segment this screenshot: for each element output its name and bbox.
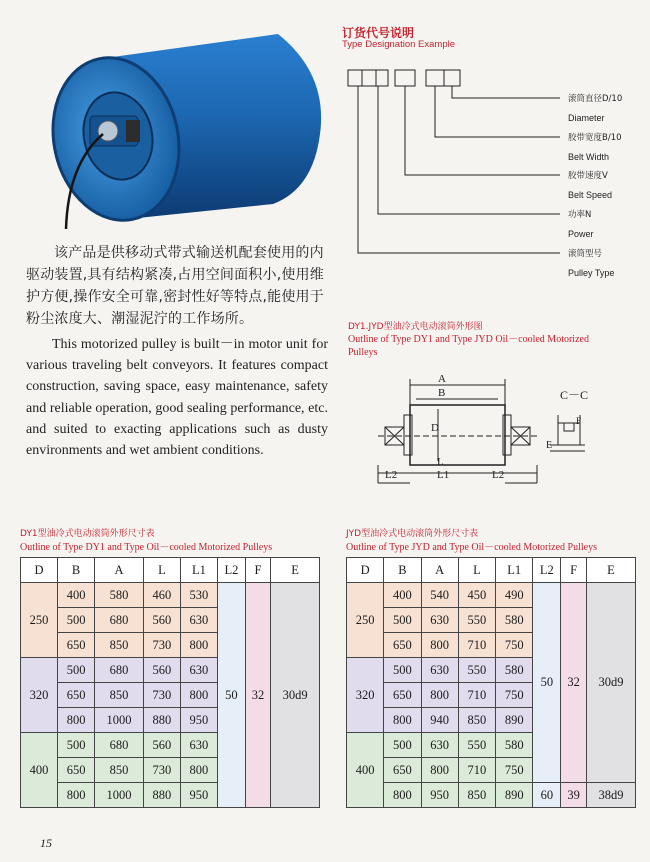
col-header-l1: L1: [496, 558, 533, 583]
cell-value: 630: [421, 658, 458, 683]
dim-f: F: [576, 416, 582, 426]
cell-d: 250: [21, 583, 58, 658]
cell-value: 550: [458, 733, 495, 758]
cell-value: 580: [496, 658, 533, 683]
designation-label-diameter-cn: 滚筒直径D/10: [568, 94, 623, 104]
cell-value: 800: [384, 708, 421, 733]
cell-f: 32: [561, 583, 586, 783]
designation-label-pulley-type-en: Pulley Type: [568, 268, 615, 278]
col-header-d: D: [347, 558, 384, 583]
cell-value: 560: [143, 733, 180, 758]
cell-value: 850: [95, 683, 144, 708]
cell-value: 580: [496, 733, 533, 758]
cell-value: 650: [384, 633, 421, 658]
cell-value: 580: [496, 608, 533, 633]
designation-label-power-en: Power: [568, 229, 594, 239]
cell-value: 950: [180, 783, 217, 808]
col-header-e: E: [271, 558, 320, 583]
cell-value: 630: [180, 608, 217, 633]
cell-d: 320: [347, 658, 384, 733]
designation-label-belt-speed-cn: 胶带速度V: [568, 171, 608, 181]
designation-label-diameter-en: Diameter: [568, 113, 605, 123]
cell-value: 800: [180, 633, 217, 658]
description-cn: 该产品是供移动式带式输送机配套使用的内驱动装置,具有结构紧凑,占用空间面积小,使用维护方便,操作安全可靠,密封性好等特点,能使用于粉尘浓度大、潮湿泥泞的工作场所。: [26, 245, 324, 327]
cell-value: 800: [180, 683, 217, 708]
dim-l2-left: L2: [385, 469, 398, 481]
cell-value: 650: [58, 758, 95, 783]
designation-label-belt-width-cn: 胶带宽度B/10: [568, 133, 622, 143]
cell-value: 630: [421, 608, 458, 633]
cell-l2: 60: [533, 783, 561, 808]
cell-value: 750: [496, 633, 533, 658]
header-row: [21, 558, 320, 583]
cell-value: 630: [180, 733, 217, 758]
cell-value: 730: [143, 633, 180, 658]
cell-value: 800: [384, 783, 421, 808]
cell-value: 530: [180, 583, 217, 608]
cell-value: 500: [384, 733, 421, 758]
cell-value: 450: [458, 583, 495, 608]
cell-value: 940: [421, 708, 458, 733]
cell-value: 850: [458, 783, 495, 808]
cell-value: 750: [496, 758, 533, 783]
cell-value: 500: [58, 733, 95, 758]
cell-value: 400: [58, 583, 95, 608]
page-number: 15: [40, 836, 52, 850]
section-label: C－C: [560, 388, 589, 402]
col-header-l: L: [458, 558, 495, 583]
cell-value: 650: [58, 683, 95, 708]
cell-l2: 50: [217, 583, 245, 808]
designation-label-belt-speed-en: Belt Speed: [568, 190, 613, 200]
dim-l1: L1: [437, 469, 450, 481]
cell-l2: 50: [533, 583, 561, 783]
dim-l2-right: L2: [492, 469, 505, 481]
table-jyd-title-en: Outline of Type JYD and Type Oil－cooled Motorized Pulleys: [346, 542, 597, 553]
cell-value: 1000: [95, 783, 144, 808]
cell-d: 400: [347, 733, 384, 808]
cell-value: 800: [180, 758, 217, 783]
designation-diagram: [340, 60, 570, 280]
cell-value: 500: [58, 658, 95, 683]
table-dy1: [20, 557, 320, 808]
dim-d: D: [431, 422, 439, 434]
cell-value: 500: [384, 608, 421, 633]
cell-value: 890: [496, 708, 533, 733]
table-row: [21, 583, 320, 608]
cell-value: 850: [95, 633, 144, 658]
cell-value: 560: [143, 608, 180, 633]
cell-value: 850: [95, 758, 144, 783]
dim-a: A: [438, 373, 446, 385]
table-row: [347, 783, 636, 808]
cell-value: 880: [143, 708, 180, 733]
cell-value: 800: [421, 633, 458, 658]
cell-d: 400: [21, 733, 58, 808]
cell-value: 950: [180, 708, 217, 733]
cell-f: 39: [561, 783, 586, 808]
table-jyd-title-cn: JYD型油冷式电动滚筒外形尺寸表: [346, 529, 479, 539]
dim-e: E: [546, 440, 553, 451]
cell-value: 650: [384, 683, 421, 708]
cell-value: 950: [421, 783, 458, 808]
cell-value: 730: [143, 758, 180, 783]
cell-value: 800: [421, 683, 458, 708]
cell-value: 750: [496, 683, 533, 708]
col-header-f: F: [245, 558, 270, 583]
col-header-b: B: [384, 558, 421, 583]
cell-value: 550: [458, 608, 495, 633]
col-header-l: L: [143, 558, 180, 583]
cell-d: 250: [347, 583, 384, 658]
cell-value: 500: [58, 608, 95, 633]
cell-value: 710: [458, 683, 495, 708]
designation-label-belt-width-en: Belt Width: [568, 152, 610, 162]
cell-value: 550: [458, 658, 495, 683]
description-en: This motorized pulley is built－in motor unit for various traveling belt conveyors. It features compact construction, saving space, easy maintenance, safety and reliable operation, good sealing performance, etc. and suited to exacting applications such as dusty environments and wet ambient conditions.: [26, 337, 328, 459]
motorized-pulley-image: [28, 14, 328, 229]
cell-value: 880: [143, 783, 180, 808]
designation-title-en: Type Designation Example: [342, 39, 456, 50]
designation-label-power-cn: 功率N: [568, 210, 592, 220]
dim-l: L: [437, 456, 444, 468]
col-header-b: B: [58, 558, 95, 583]
cell-value: 710: [458, 633, 495, 658]
col-header-d: D: [21, 558, 58, 583]
cell-value: 540: [421, 583, 458, 608]
cell-value: 680: [95, 733, 144, 758]
cell-value: 850: [458, 708, 495, 733]
cell-e: 30d9: [586, 583, 635, 783]
col-header-f: F: [561, 558, 586, 583]
outline-title-en: Outline of Type DY1 and Type JYD Oil－cooled Motorized Pulleys: [348, 334, 589, 358]
cell-value: 800: [421, 758, 458, 783]
cell-value: 680: [95, 658, 144, 683]
col-header-l2: L2: [217, 558, 245, 583]
cell-value: 560: [143, 658, 180, 683]
cell-value: 650: [384, 758, 421, 783]
dim-b: B: [438, 387, 446, 399]
cell-value: 500: [384, 658, 421, 683]
col-header-a: A: [421, 558, 458, 583]
cell-value: 630: [421, 733, 458, 758]
cell-value: 580: [95, 583, 144, 608]
cell-e: 30d9: [271, 583, 320, 808]
cell-e: 38d9: [586, 783, 635, 808]
cell-value: 800: [58, 783, 95, 808]
col-header-a: A: [95, 558, 144, 583]
cell-value: 710: [458, 758, 495, 783]
cell-value: 650: [58, 633, 95, 658]
col-header-l2: L2: [533, 558, 561, 583]
table-row: [347, 583, 636, 608]
table-dy1-title-cn: DY1型油冷式电动滚筒外形尺寸表: [20, 529, 155, 539]
cell-value: 890: [496, 783, 533, 808]
header-row: [347, 558, 636, 583]
cell-f: 32: [245, 583, 270, 808]
outline-title-cn: DY1.JYD型油冷式电动滚筒外形图: [348, 322, 483, 332]
cell-value: 1000: [95, 708, 144, 733]
cell-value: 630: [180, 658, 217, 683]
cell-value: 400: [384, 583, 421, 608]
cell-value: 680: [95, 608, 144, 633]
table-dy1-title-en: Outline of Type DY1 and Type Oil－cooled Motorized Pulleys: [20, 542, 273, 553]
cell-value: 730: [143, 683, 180, 708]
cell-value: 800: [58, 708, 95, 733]
cell-value: 490: [496, 583, 533, 608]
col-header-l1: L1: [180, 558, 217, 583]
designation-label-pulley-type-cn: 滚筒型号: [568, 249, 603, 259]
designation-title-cn: 订货代号说明: [342, 26, 415, 40]
col-header-e: E: [586, 558, 635, 583]
cell-value: 460: [143, 583, 180, 608]
table-jyd: [346, 557, 636, 808]
cell-d: 320: [21, 658, 58, 733]
